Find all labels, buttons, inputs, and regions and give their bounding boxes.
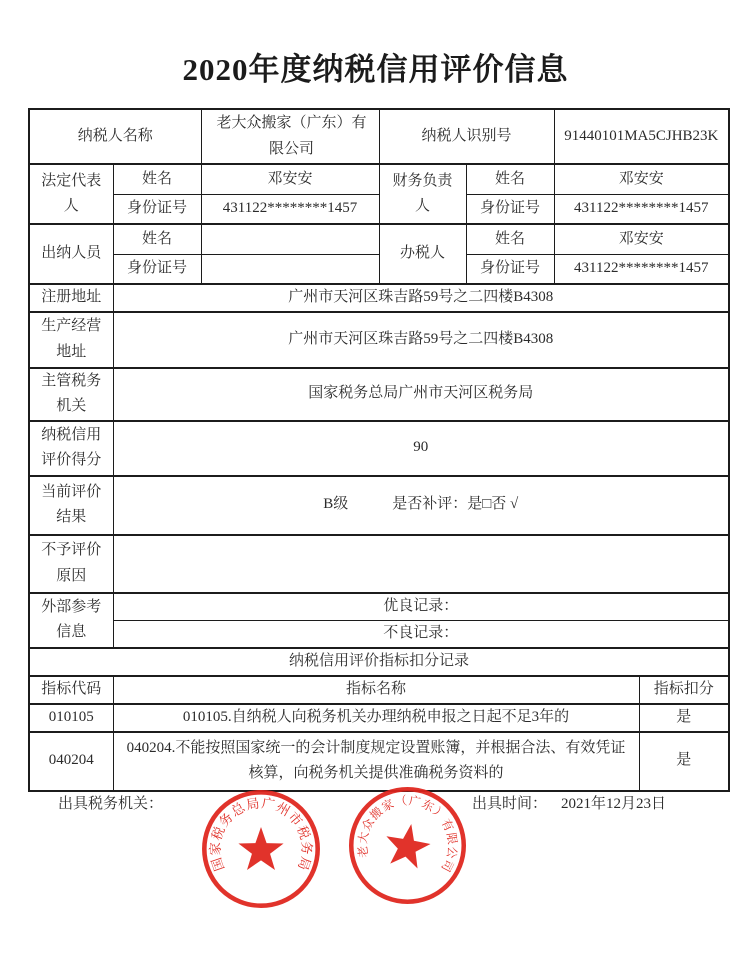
table-row — [29, 535, 729, 593]
name-label: 姓名 — [466, 164, 554, 194]
legal-rep-label: 法定代表人 — [29, 164, 113, 224]
name-label: 姓名 — [466, 224, 554, 254]
finance-officer-label: 财务负责人 — [379, 164, 466, 224]
legal-rep-name-value: 邓安安 — [201, 164, 379, 194]
company-stamp-svg — [344, 782, 471, 909]
issue-time — [472, 792, 666, 813]
company-stamp — [344, 782, 471, 909]
col-header-deduct: 指标扣分 — [639, 676, 729, 704]
tax-bureau-stamp — [197, 785, 325, 913]
id-label: 身份证号 — [113, 254, 201, 284]
company-stamp-text: 老大众搬家（广东）有限公司 — [355, 793, 460, 876]
issuer-label: 出具税务机关： — [58, 796, 164, 812]
cashier-id-value — [201, 254, 379, 284]
no-eval-reason-label: 不予评价原因 — [29, 535, 113, 593]
tax-bureau-stamp-svg — [197, 785, 325, 913]
star-icon — [238, 827, 283, 870]
tax-authority-label: 主管税务机关 — [29, 368, 113, 421]
tax-clerk-label: 办税人 — [379, 224, 466, 284]
deduction-header-row — [29, 676, 729, 704]
table-row — [29, 109, 729, 164]
name-label: 姓名 — [113, 164, 201, 194]
table-row — [29, 368, 729, 421]
table-row — [29, 476, 729, 535]
current-result-label: 当前评价结果 — [29, 476, 113, 535]
name-label: 姓名 — [113, 224, 201, 254]
clerk-name-value: 邓安安 — [554, 224, 729, 254]
clerk-id-value: 431122********1457 — [554, 254, 729, 284]
page-title: 2020年度纳税信用评价信息 — [182, 52, 569, 87]
credit-score-label: 纳税信用评价得分 — [29, 421, 113, 476]
id-label: 身份证号 — [466, 194, 554, 224]
col-header-code: 指标代码 — [29, 676, 113, 704]
taxpayer-name-value: 老大众搬家（广东）有限公司 — [201, 109, 379, 164]
current-result-value — [113, 476, 729, 535]
cashier-name-value — [201, 224, 379, 254]
bad-record-label: 不良记录： — [113, 621, 729, 648]
issue-time-label: 出具时间： — [472, 796, 548, 812]
finance-name-value: 邓安安 — [554, 164, 729, 194]
credit-score-value: 90 — [113, 421, 729, 476]
issue-time-value: 2021年12月23日 — [561, 796, 667, 812]
taxpayer-id-label: 纳税人识别号 — [379, 109, 554, 164]
deduction-code: 040204 — [29, 732, 113, 791]
col-header-name: 指标名称 — [113, 676, 639, 704]
tax-credit-table — [28, 108, 730, 792]
deduction-flag: 是 — [639, 732, 729, 791]
cashier-label: 出纳人员 — [29, 224, 113, 284]
star-icon — [382, 820, 434, 870]
table-row — [29, 312, 729, 368]
taxpayer-id-value: 91440101MA5CJHB23K — [554, 109, 729, 164]
reg-address-value: 广州市天河区珠吉路59号之二四楼B4308 — [113, 284, 729, 312]
id-label: 身份证号 — [466, 254, 554, 284]
table-row — [29, 224, 729, 254]
deduction-name: 040204.不能按照国家统一的会计制度规定设置账簿，并根据合法、有效凭证核算，向税务机关提供准确税务资料的 — [113, 732, 639, 791]
table-row — [29, 284, 729, 312]
grade-value: B级 — [323, 496, 349, 513]
external-ref-label: 外部参考信息 — [29, 593, 113, 648]
table-row — [29, 648, 729, 676]
reg-address-label: 注册地址 — [29, 284, 113, 312]
no-eval-reason-value — [113, 535, 729, 593]
tax-authority-value: 国家税务总局广州市天河区税务局 — [113, 368, 729, 421]
tax-bureau-stamp-text: 国家税务总局广州市税务局 — [207, 795, 315, 874]
deduction-flag: 是 — [639, 704, 729, 732]
supplement-value: 是否补评：是□否 √ — [392, 496, 519, 513]
finance-id-value: 431122********1457 — [554, 194, 729, 224]
table-row — [29, 421, 729, 476]
table-row — [29, 621, 729, 648]
deduction-section-title: 纳税信用评价指标扣分记录 — [29, 648, 729, 676]
id-label: 身份证号 — [113, 194, 201, 224]
biz-address-label: 生产经营地址 — [29, 312, 113, 368]
deduction-row — [29, 704, 729, 732]
biz-address-value: 广州市天河区珠吉路59号之二四楼B4308 — [113, 312, 729, 368]
good-record-label: 优良记录： — [113, 593, 729, 621]
table-row — [29, 593, 729, 621]
taxpayer-name-label: 纳税人名称 — [29, 109, 201, 164]
deduction-name: 010105.自纳税人向税务机关办理纳税申报之日起不足3年的 — [113, 704, 639, 732]
deduction-code: 010105 — [29, 704, 113, 732]
table-row — [29, 164, 729, 194]
legal-rep-id-value: 431122********1457 — [201, 194, 379, 224]
